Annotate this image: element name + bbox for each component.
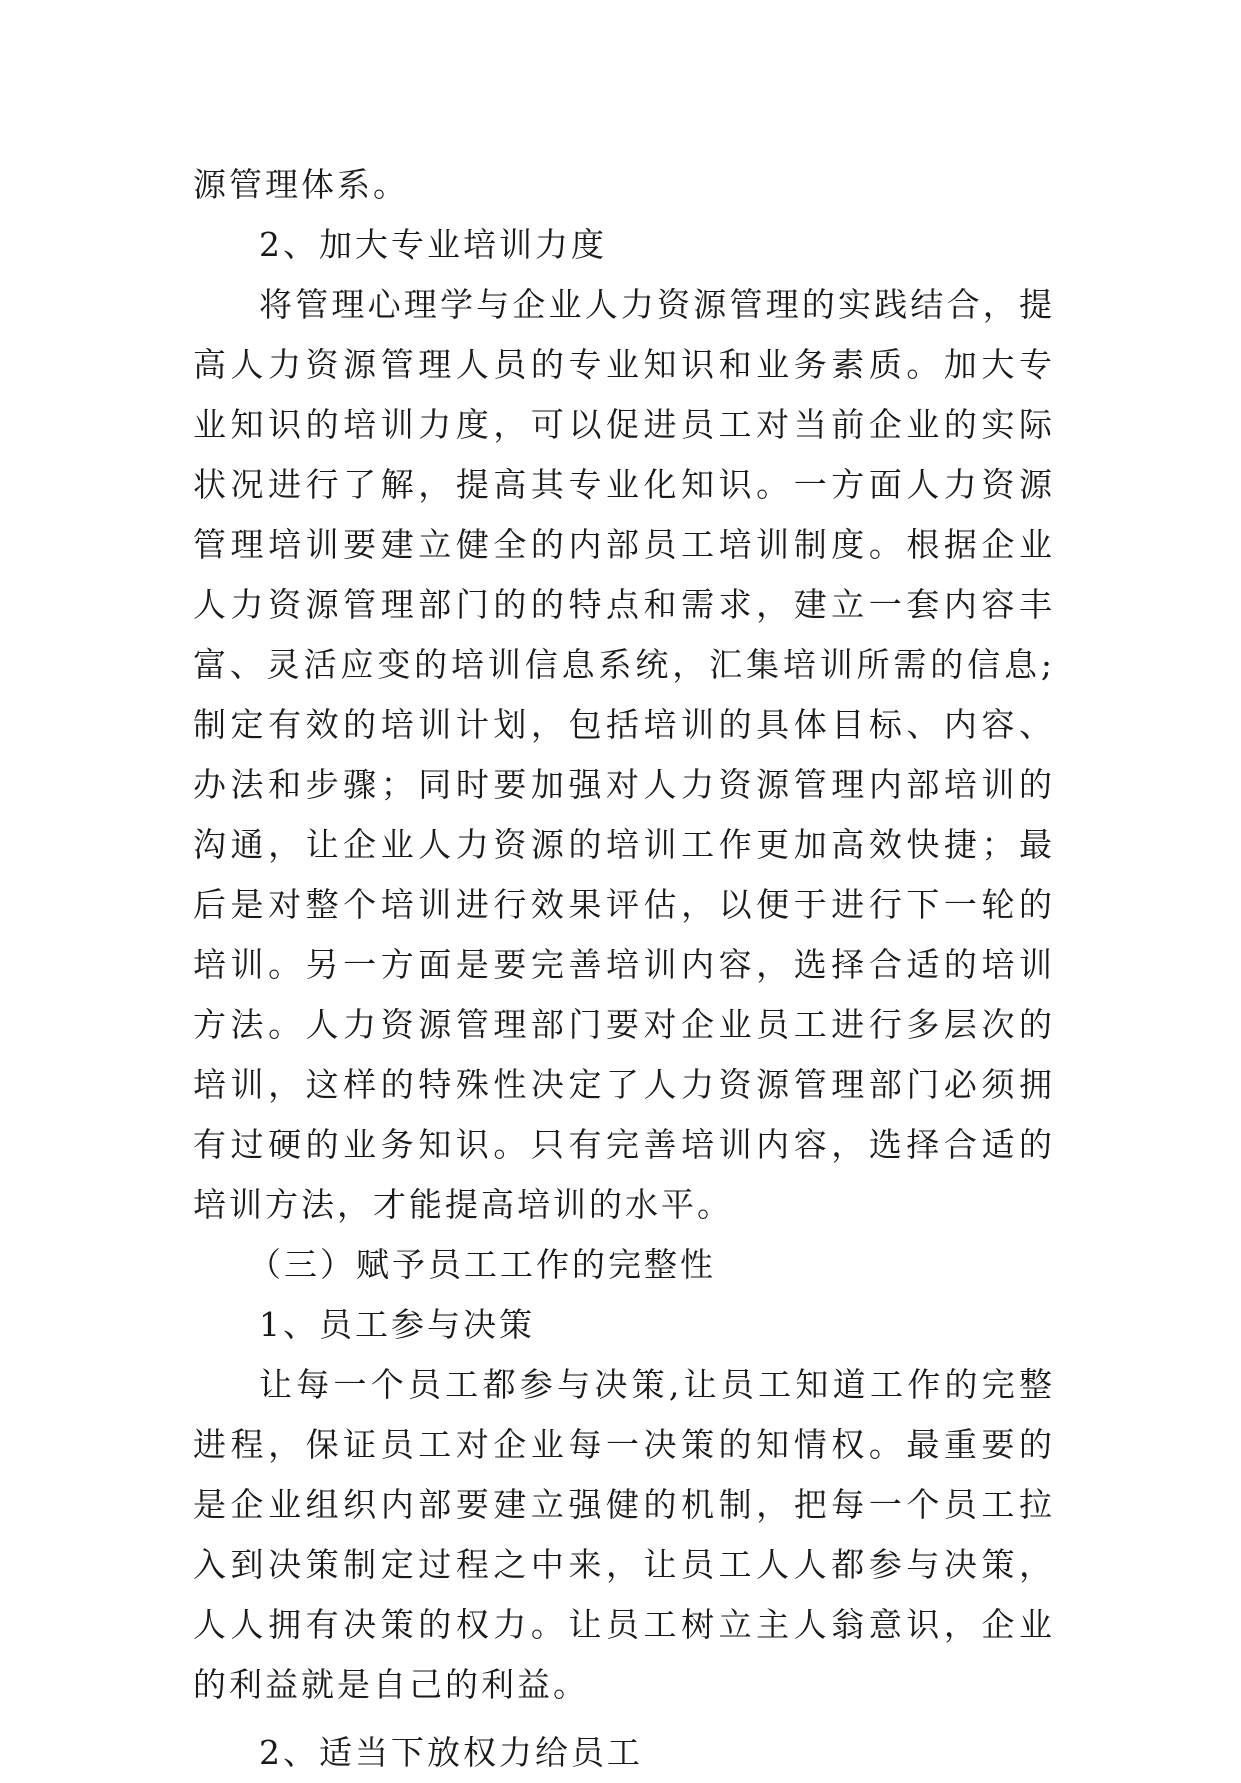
paragraph-participation: 让每一个员工都参与决策,让员工知道工作的完整进程，保证员工对企业每一决策的知情权。最重要的是企业组织内部要建立强健的机制，把每一个员工拉入到决策制定过程之中来，让员工人人都参与决策，人人拥有决策的权力。让员工树立主人翁意识，企业的利益就是自己的利益。	[193, 1365, 1055, 1704]
document-body	[193, 155, 1055, 1783]
heading-training: 2、加大专业培训力度	[259, 225, 607, 264]
heading-participation: 1、员工参与决策	[259, 1305, 535, 1344]
paragraph-training: 将管理心理学与企业人力资源管理的实践结合，提高人力资源管理人员的专业知识和业务素质。加大专业知识的培训力度，可以促进员工对当前企业的实际状况进行了解，提高其专业化知识。一方面人力资源管理培训要建立健全的内部员工培训制度。根据企业人力资源管理部门的的特点和需求，建立一套内容丰富、灵活应变的培训信息系统，汇集培训所需的信息;制定有效的培训计划，包括培训的具体目标、内容、办法和步骤；同时要加强对人力资源管理内部培训的沟通，让企业人力资源的培训工作更加高效快捷；最后是对整个培训进行效果评估，以便于进行下一轮的培训。另一方面是要完善培训内容，选择合适的培训方法。人力资源管理部门要对企业员工进行多层次的培训，这样的特殊性决定了人力资源管理部门必须拥有过硬的业务知识。只有完善培训内容，选择合适的培训方法，才能提高培训的水平。	[193, 285, 1055, 1224]
heading-delegation: 2、适当下放权力给员工	[259, 1733, 643, 1772]
paragraph-continuation: 源管理体系。	[193, 165, 409, 204]
heading-section-3: （三）赋予员工工作的完整性	[248, 1245, 716, 1284]
